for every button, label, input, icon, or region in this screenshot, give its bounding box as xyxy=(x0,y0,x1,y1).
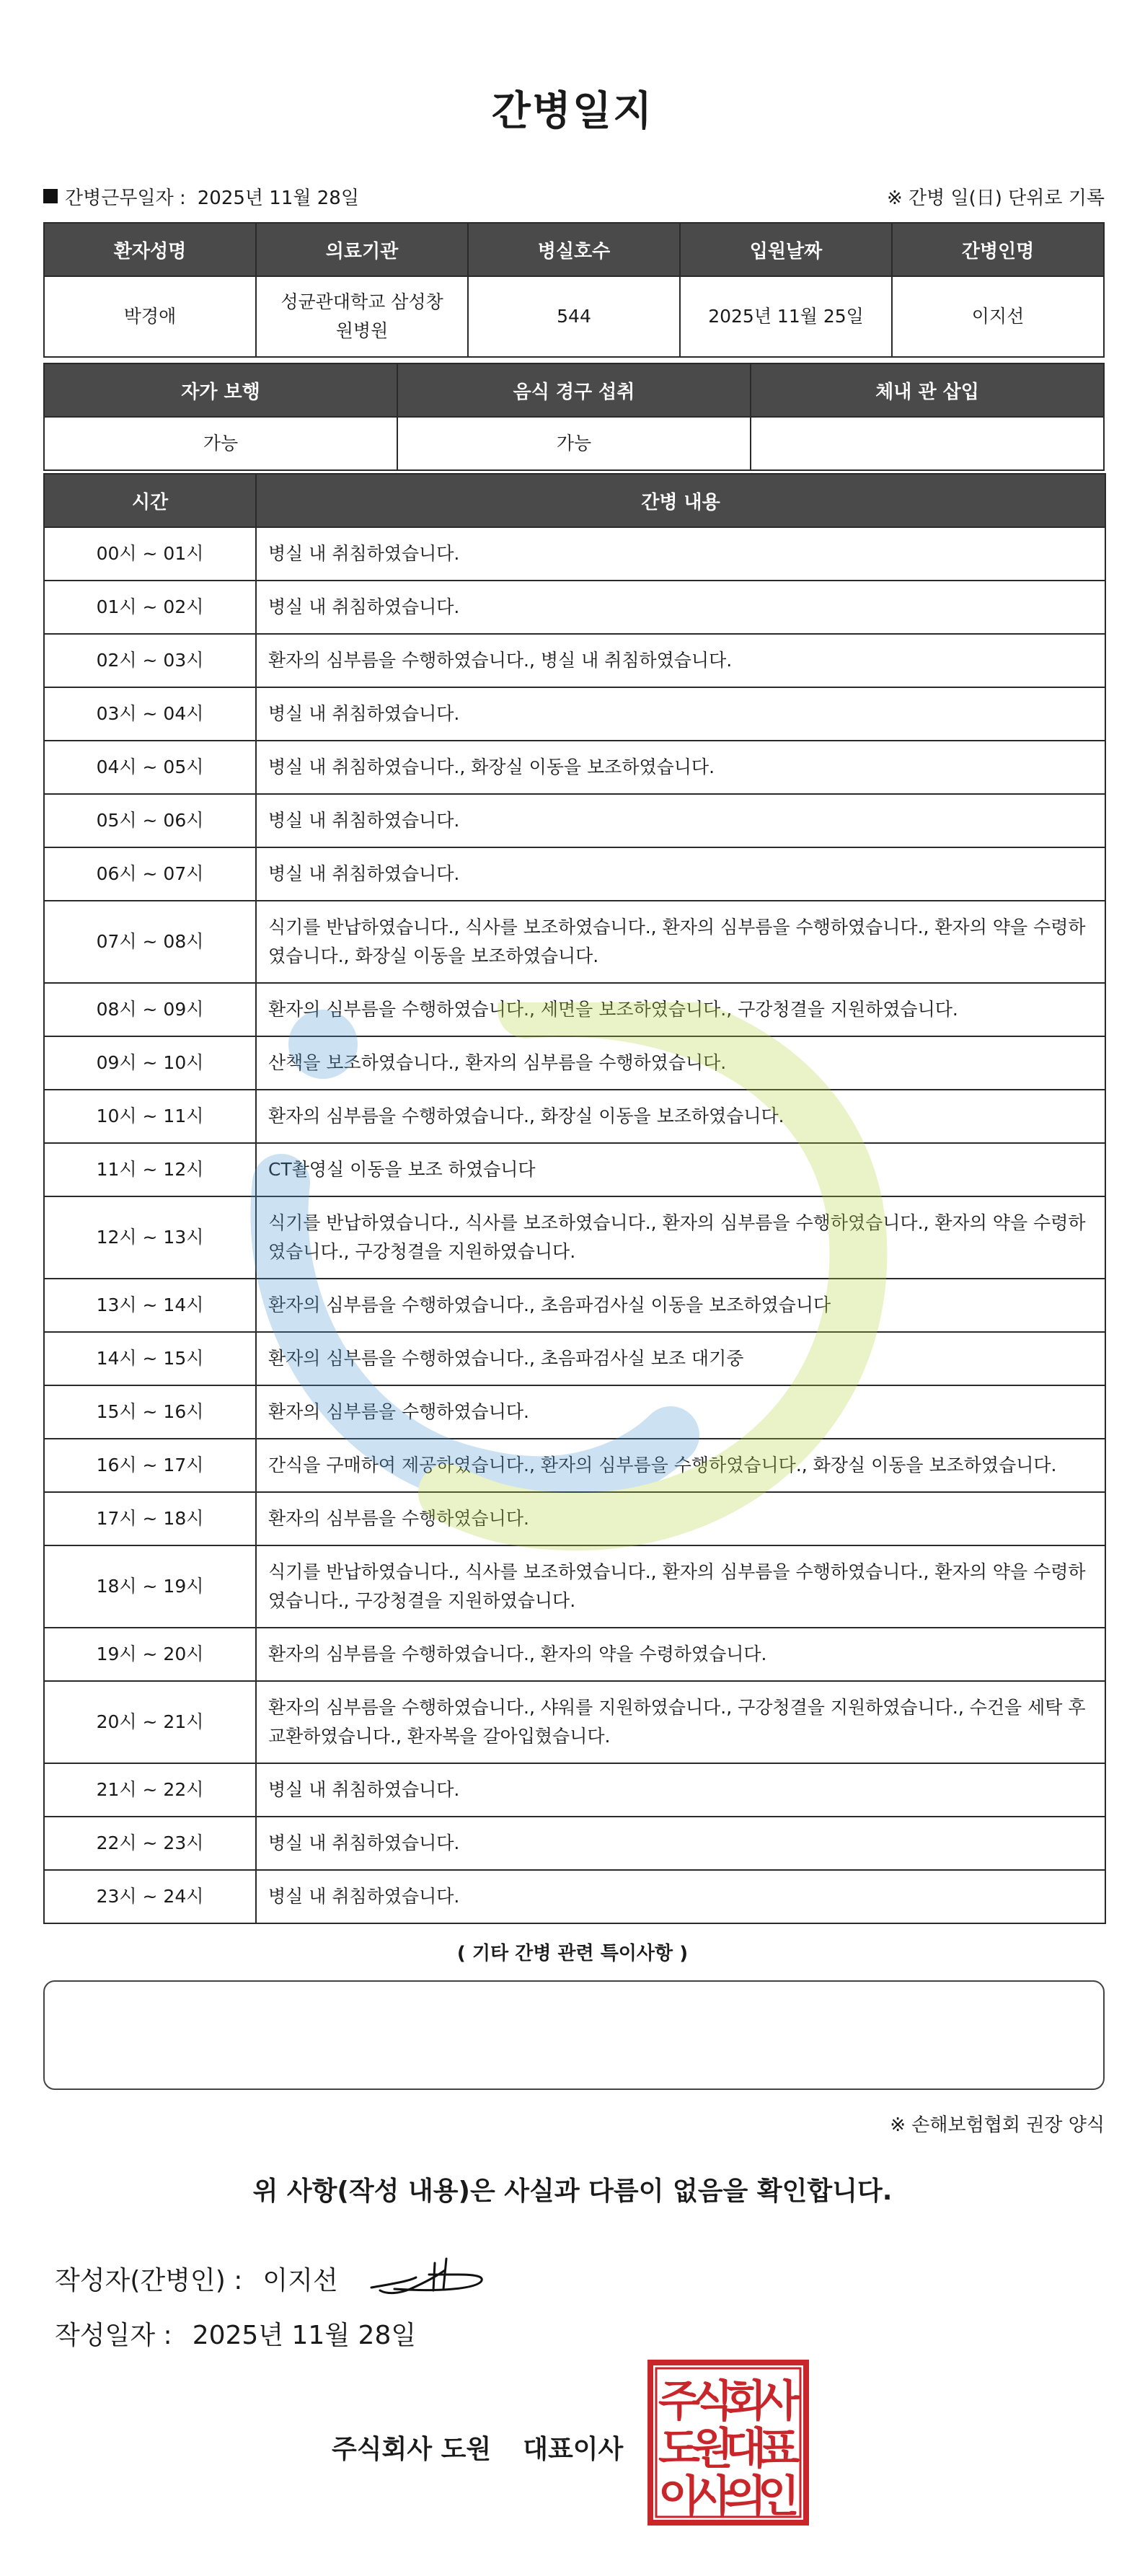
care-content: 병실 내 취침하였습니다., 화장실 이동을 보조하였습니다. xyxy=(256,741,1105,794)
company-row xyxy=(332,2429,623,2466)
written-date-label: 작성일자 : xyxy=(55,2321,172,2350)
care-content: 환자의 심부름을 수행하였습니다., 병실 내 취침하였습니다. xyxy=(256,634,1105,687)
time-slot: 07시 ~ 08시 xyxy=(44,901,256,983)
header-care-content: 간병 내용 xyxy=(256,474,1105,527)
care-content: 환자의 심부름을 수행하였습니다., 환자의 약을 수령하였습니다. xyxy=(256,1628,1105,1681)
care-content: 병실 내 취침하였습니다. xyxy=(256,581,1105,634)
table-row xyxy=(44,1332,1105,1385)
time-slot: 01시 ~ 02시 xyxy=(44,581,256,634)
header-oral-intake: 음식 경구 섭취 xyxy=(397,363,751,417)
time-slot: 03시 ~ 04시 xyxy=(44,687,256,741)
table-row xyxy=(44,1036,1105,1090)
table-row xyxy=(44,1143,1105,1196)
company-name: 주식회사 도원 xyxy=(332,2435,492,2464)
time-slot: 04시 ~ 05시 xyxy=(44,741,256,794)
care-content: 환자의 심부름을 수행하였습니다. xyxy=(256,1492,1105,1545)
hospital-name xyxy=(256,276,468,357)
work-date-label: 간병근무일자 : xyxy=(65,187,186,209)
time-slot: 10시 ~ 11시 xyxy=(44,1090,256,1143)
care-content: 병실 내 취침하였습니다. xyxy=(256,687,1105,741)
care-content: 병실 내 취침하였습니다. xyxy=(256,1763,1105,1817)
table-row xyxy=(44,1763,1105,1817)
page-title: 간병일지 xyxy=(491,88,654,135)
care-content: 병실 내 취침하였습니다. xyxy=(256,527,1105,581)
table-row xyxy=(44,847,1105,901)
header-tube-insertion: 체내 관 삽입 xyxy=(751,363,1104,417)
writer-label: 작성자(간병인) : xyxy=(55,2265,243,2295)
table-row xyxy=(44,1196,1105,1279)
representative-title: 대표이사 xyxy=(523,2435,624,2464)
table-row xyxy=(44,1817,1105,1870)
svg-text:회: 회 xyxy=(725,2376,766,2427)
table-row xyxy=(44,741,1105,794)
table-row xyxy=(44,1090,1105,1143)
table-row xyxy=(44,1870,1105,1923)
tube-insertion-value xyxy=(751,417,1104,470)
table-row xyxy=(44,581,1105,634)
svg-text:식: 식 xyxy=(691,2376,733,2427)
time-slot: 15시 ~ 16시 xyxy=(44,1385,256,1439)
header-hospital: 의료기관 xyxy=(256,223,468,276)
writer-name: 이지선 xyxy=(262,2265,338,2295)
svg-text:대: 대 xyxy=(725,2424,766,2474)
work-date xyxy=(43,183,359,210)
time-slot: 00시 ~ 01시 xyxy=(44,527,256,581)
time-slot: 17시 ~ 18시 xyxy=(44,1492,256,1545)
svg-text:표: 표 xyxy=(758,2424,800,2474)
time-slot: 02시 ~ 03시 xyxy=(44,634,256,687)
table-row xyxy=(44,1439,1105,1492)
writer-row xyxy=(55,2253,488,2303)
patient-name: 박경애 xyxy=(44,276,256,357)
care-content: 식기를 반납하였습니다., 식사를 보조하였습니다., 환자의 심부름을 수행하였습니다., 환자의 약을 수령하였습니다., 화장실 이동을 보조하였습니다. xyxy=(256,901,1105,983)
time-slot: 13시 ~ 14시 xyxy=(44,1279,256,1332)
care-content: CT촬영실 이동을 보조 하였습니다 xyxy=(256,1143,1105,1196)
care-content: 산책을 보조하였습니다., 환자의 심부름을 수행하였습니다. xyxy=(256,1036,1105,1090)
table-row xyxy=(44,1681,1105,1763)
time-slot: 08시 ~ 09시 xyxy=(44,983,256,1036)
meta-row xyxy=(43,182,1105,211)
table-row xyxy=(44,527,1105,581)
time-slot: 11시 ~ 12시 xyxy=(44,1143,256,1196)
table-row xyxy=(44,1545,1105,1628)
care-content: 환자의 심부름을 수행하였습니다. xyxy=(256,1385,1105,1439)
time-slot: 05시 ~ 06시 xyxy=(44,794,256,847)
care-content: 환자의 심부름을 수행하였습니다., 화장실 이동을 보조하였습니다. xyxy=(256,1090,1105,1143)
header-room: 병실호수 xyxy=(468,223,680,276)
work-date-value: 2025년 11월 28일 xyxy=(197,187,359,209)
table-row xyxy=(44,1492,1105,1545)
time-slot: 19시 ~ 20시 xyxy=(44,1628,256,1681)
svg-text:사: 사 xyxy=(758,2376,800,2427)
care-content: 병실 내 취침하였습니다. xyxy=(256,794,1105,847)
time-slot: 20시 ~ 21시 xyxy=(44,1681,256,1763)
time-slot: 18시 ~ 19시 xyxy=(44,1545,256,1628)
table-row xyxy=(44,1385,1105,1439)
self-walking-value: 가능 xyxy=(44,417,397,470)
square-bullet-icon xyxy=(43,189,58,203)
signature-icon xyxy=(366,2253,488,2303)
admission-date: 2025년 11월 25일 xyxy=(680,276,892,357)
time-slot: 23시 ~ 24시 xyxy=(44,1870,256,1923)
care-content: 식기를 반납하였습니다., 식사를 보조하였습니다., 환자의 심부름을 수행하였습니다., 환자의 약을 수령하였습니다., 구강청결을 지원하였습니다. xyxy=(256,1545,1105,1628)
time-slot: 16시 ~ 17시 xyxy=(44,1439,256,1492)
care-content: 병실 내 취침하였습니다. xyxy=(256,847,1105,901)
header-patient-name: 환자성명 xyxy=(44,223,256,276)
time-slot: 09시 ~ 10시 xyxy=(44,1036,256,1090)
care-content: 식기를 반납하였습니다., 식사를 보조하였습니다., 환자의 심부름을 수행하였습니다., 환자의 약을 수령하였습니다., 구강청결을 지원하였습니다. xyxy=(256,1196,1105,1279)
header-self-walking: 자가 보행 xyxy=(44,363,397,417)
unit-note: ※ 간병 일(日) 단위로 기록 xyxy=(886,187,1105,209)
written-date-row xyxy=(55,2315,416,2352)
svg-text:원: 원 xyxy=(691,2424,733,2474)
table-row xyxy=(44,1279,1105,1332)
table-row xyxy=(44,1628,1105,1681)
table-row xyxy=(44,687,1105,741)
svg-text:주: 주 xyxy=(658,2376,700,2427)
care-content: 환자의 심부름을 수행하였습니다., 세면을 보조하였습니다., 구강청결을 지원하였습니다. xyxy=(256,983,1105,1036)
company-seal-icon xyxy=(646,2358,810,2527)
oral-intake-value: 가능 xyxy=(397,417,751,470)
svg-text:사: 사 xyxy=(691,2471,733,2522)
time-slot: 14시 ~ 15시 xyxy=(44,1332,256,1385)
patient-status-table xyxy=(43,363,1105,471)
patient-info-table xyxy=(43,222,1105,358)
header-caregiver: 간병인명 xyxy=(892,223,1104,276)
remarks-title: ( 기타 간병 관련 특이사항 ) xyxy=(456,1943,689,1964)
svg-text:의: 의 xyxy=(725,2471,766,2522)
hospital-line-1: 성균관대학교 삼성창 xyxy=(280,291,443,312)
svg-text:인: 인 xyxy=(758,2471,800,2522)
confirmation-statement: 위 사항(작성 내용)은 사실과 다름이 없음을 확인합니다. xyxy=(252,2176,893,2206)
time-slot: 12시 ~ 13시 xyxy=(44,1196,256,1279)
time-slot: 06시 ~ 07시 xyxy=(44,847,256,901)
care-content: 간식을 구매하여 제공하였습니다., 환자의 심부름을 수행하였습니다., 화장실 이동을 보조하였습니다. xyxy=(256,1439,1105,1492)
care-log-table xyxy=(43,473,1106,1924)
care-content: 병실 내 취침하였습니다. xyxy=(256,1817,1105,1870)
header-time: 시간 xyxy=(44,474,256,527)
time-slot: 21시 ~ 22시 xyxy=(44,1763,256,1817)
room-number: 544 xyxy=(468,276,680,357)
written-date-value: 2025년 11월 28일 xyxy=(192,2321,417,2350)
time-slot: 22시 ~ 23시 xyxy=(44,1817,256,1870)
table-row xyxy=(44,634,1105,687)
form-note: ※ 손해보험협회 권장 양식 xyxy=(890,2114,1105,2136)
care-content: 환자의 심부름을 수행하였습니다., 샤워를 지원하였습니다., 구강청결을 지원하였습니다., 수건을 세탁 후 교환하였습니다., 환자복을 갈아입혔습니다. xyxy=(256,1681,1105,1763)
remarks-box xyxy=(43,1980,1105,2090)
svg-text:도: 도 xyxy=(658,2424,700,2474)
caregiver-name: 이지선 xyxy=(892,276,1104,357)
care-content: 환자의 심부름을 수행하였습니다., 초음파검사실 이동을 보조하였습니다 xyxy=(256,1279,1105,1332)
header-admission-date: 입원날짜 xyxy=(680,223,892,276)
care-content: 환자의 심부름을 수행하였습니다., 초음파검사실 보조 대기중 xyxy=(256,1332,1105,1385)
care-content: 병실 내 취침하였습니다. xyxy=(256,1870,1105,1923)
table-row xyxy=(44,901,1105,983)
table-row xyxy=(44,794,1105,847)
table-row xyxy=(44,983,1105,1036)
hospital-line-2: 원병원 xyxy=(335,320,389,341)
svg-text:이: 이 xyxy=(658,2471,700,2522)
